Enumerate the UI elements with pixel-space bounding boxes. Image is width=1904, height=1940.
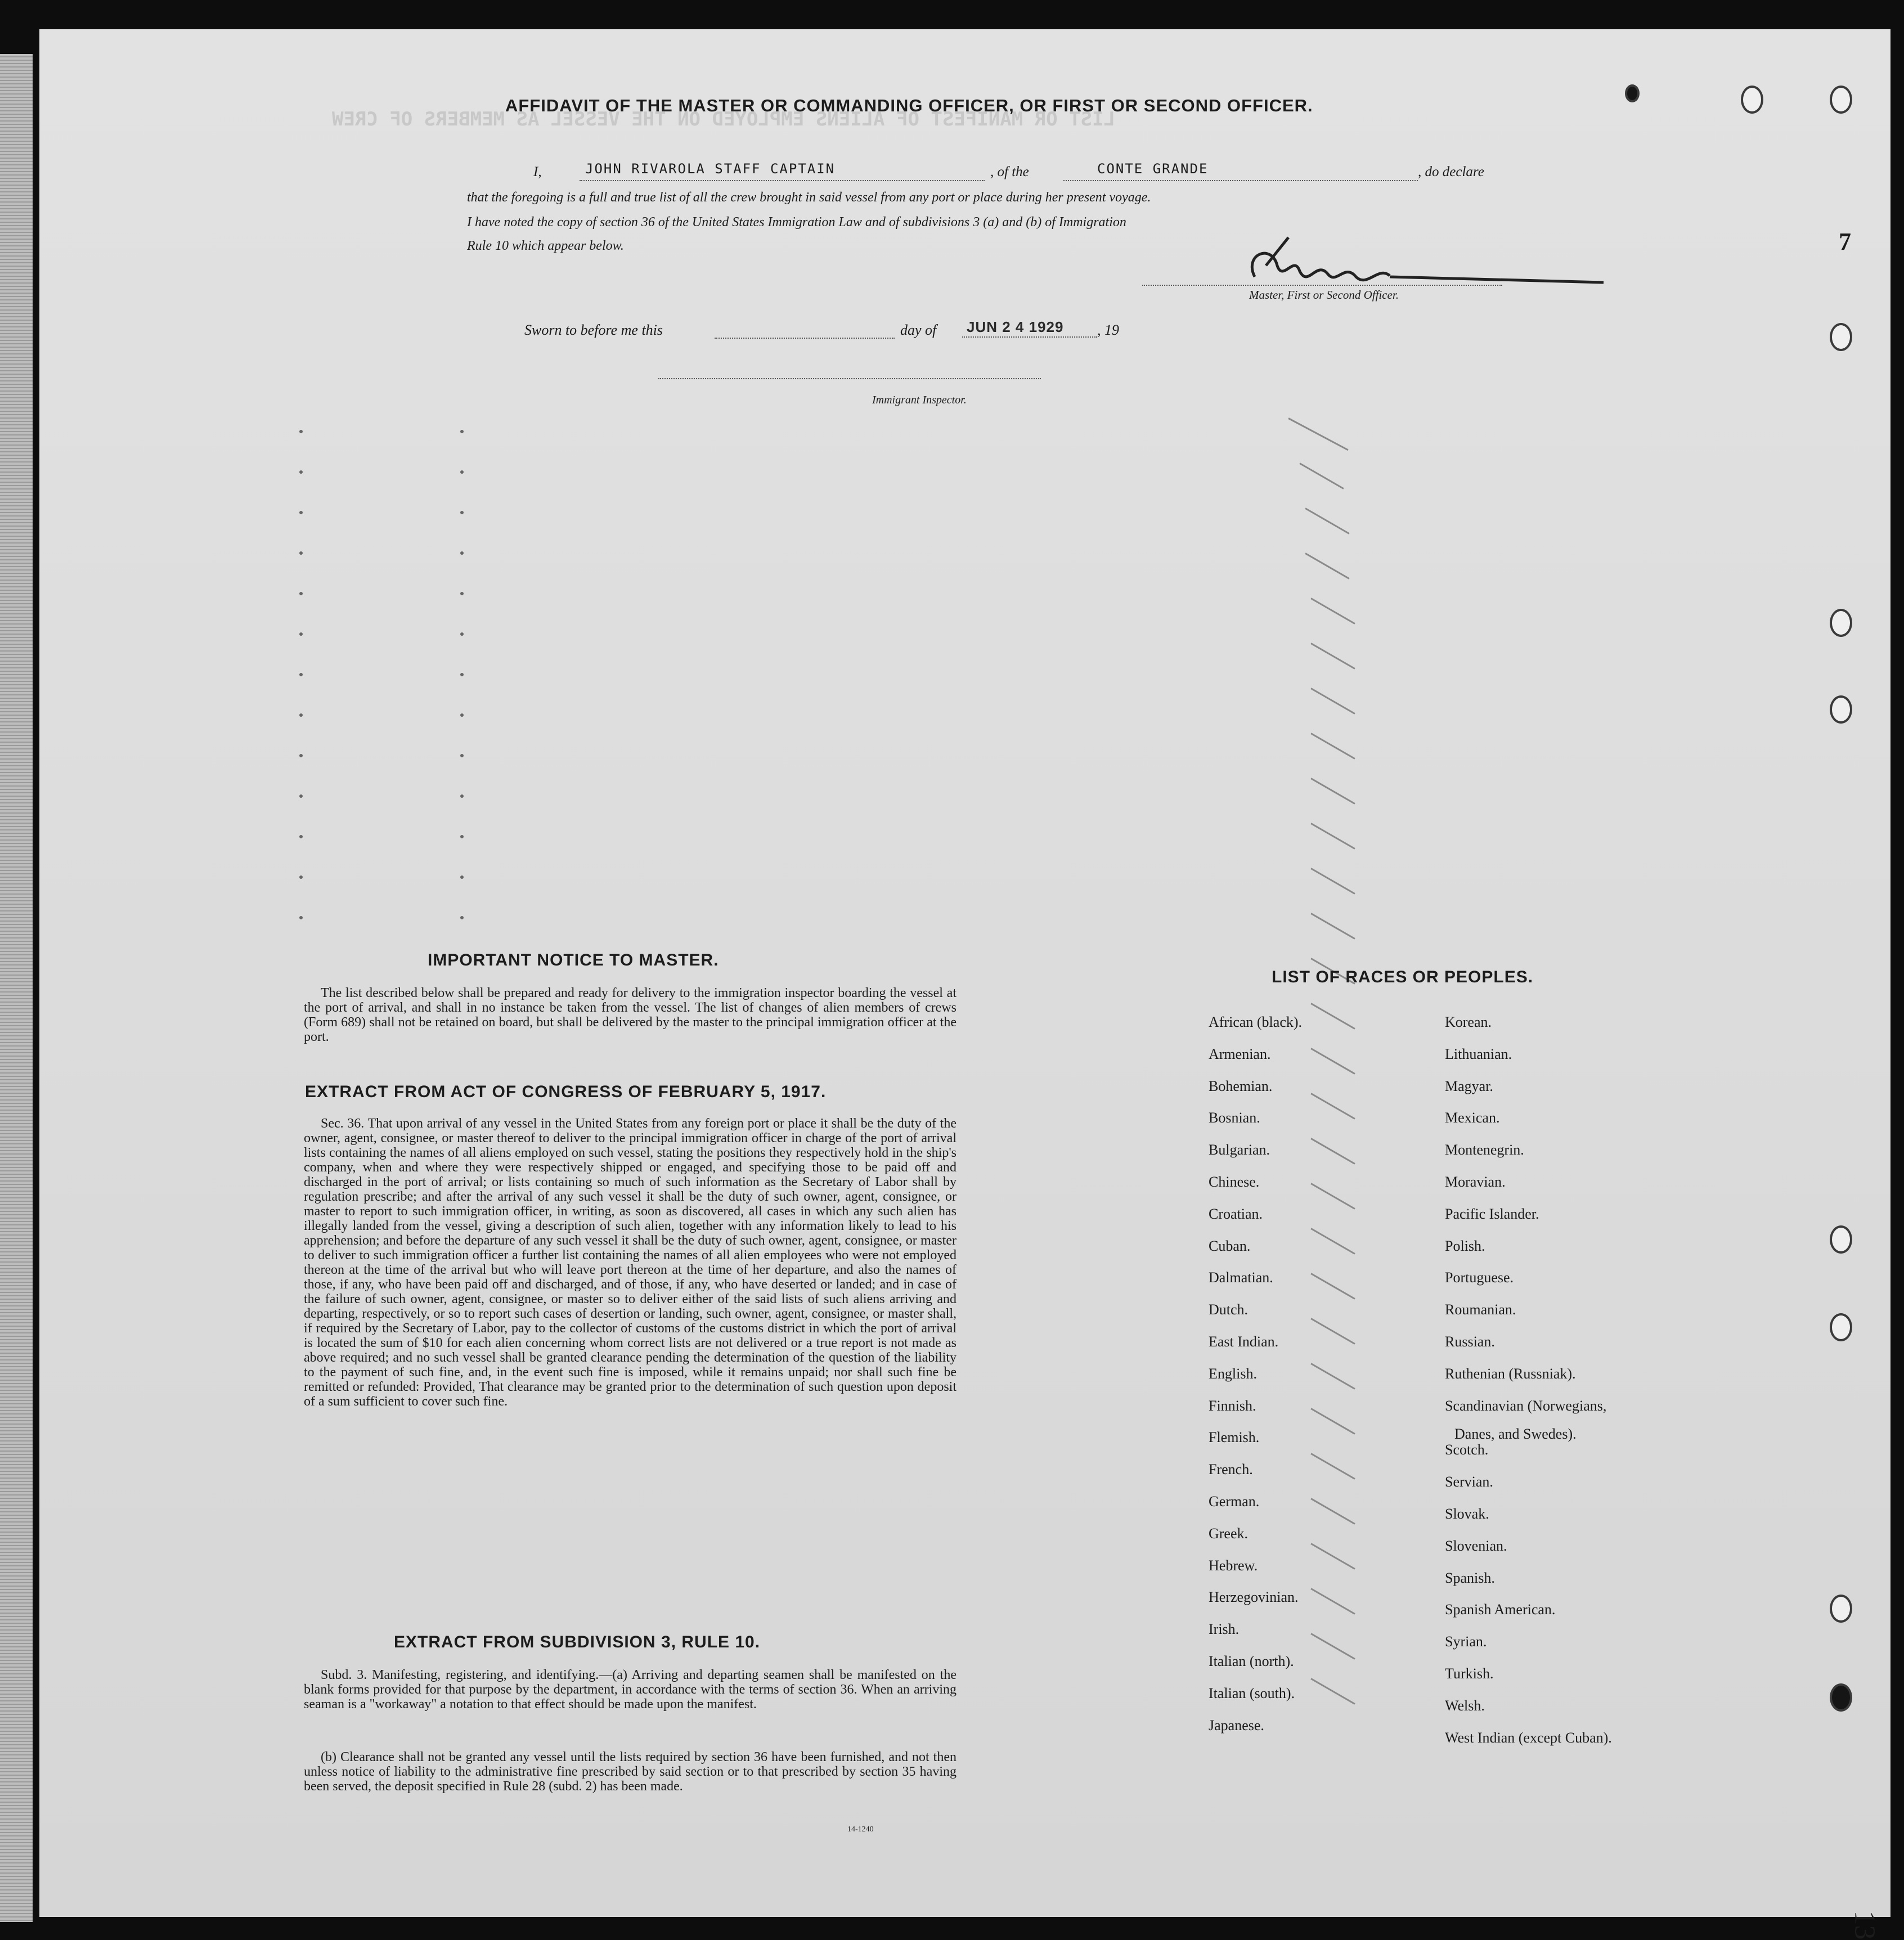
- race-item: Greek.: [1209, 1525, 1249, 1542]
- punch-hole: [1830, 1313, 1852, 1341]
- do-declare-label: , do declare: [1418, 164, 1484, 179]
- race-item: Portuguese.: [1445, 1269, 1514, 1286]
- column-number: 7: [1839, 228, 1851, 255]
- race-item: Pacific Islander.: [1445, 1205, 1539, 1222]
- race-item: Armenian.: [1209, 1045, 1271, 1062]
- race-item: Herzegovinian.: [1209, 1589, 1299, 1606]
- punch-hole: [1625, 84, 1640, 102]
- race-item: Moravian.: [1445, 1174, 1506, 1190]
- page-binding-edge: [0, 54, 33, 1922]
- name-value: JOHN RIVAROLA STAFF CAPTAIN: [585, 161, 836, 177]
- affidavit-i-label: I,: [533, 164, 542, 179]
- sworn-day-field: [715, 322, 895, 339]
- punch-hole: [1741, 86, 1763, 114]
- race-item: Magyar.: [1445, 1077, 1493, 1094]
- punch-hole: [1830, 609, 1852, 637]
- race-item: Slovenian.: [1445, 1537, 1507, 1554]
- race-item: Japanese.: [1209, 1717, 1264, 1734]
- punch-hole: [1830, 1595, 1852, 1623]
- race-item: Syrian.: [1445, 1633, 1487, 1650]
- affidavit-title: AFFIDAVIT OF THE MASTER OR COMMANDING OFFICER, OR FIRST OR SECOND OFFICER.: [505, 96, 1313, 115]
- race-item: Finnish.: [1209, 1397, 1256, 1414]
- race-item: Turkish.: [1445, 1665, 1494, 1682]
- extract-rule-text-b: (b) Clearance shall not be granted any vessel until the lists required by section 36 have been furnished, and not then unless notice of liability to the administrative fine prescribed by said section or to that prescribed by section 35 having been served, the deposit specified in Rule 28 (subd. 2) has been made.: [304, 1750, 957, 1794]
- race-item: Lithuanian.: [1445, 1045, 1512, 1062]
- inspector-signature-line: [658, 378, 1041, 379]
- race-item: Montenegrin.: [1445, 1142, 1524, 1158]
- race-item: Croatian.: [1209, 1205, 1263, 1222]
- race-item: Scandinavian (Norwegians,: [1445, 1397, 1607, 1414]
- sheet-number: 13: [1848, 1910, 1881, 1940]
- race-item: Russian.: [1445, 1333, 1495, 1350]
- race-item: Servian.: [1445, 1474, 1493, 1490]
- race-item: Irish.: [1209, 1621, 1240, 1638]
- extract-rule-text-a: Subd. 3. Manifesting, registering, and identifying.—(a) Arriving and departing seamen shall be manifested on the blank forms provided for that purpose by the department, in accordance with the terms of section 36. When an arriving seaman is a "workaway" a notation to that effect should be made upon the manifest.: [304, 1668, 957, 1712]
- race-item: English.: [1209, 1365, 1257, 1382]
- signature-line: [1142, 285, 1502, 286]
- master-label: Master, First or Second Officer.: [1249, 288, 1399, 302]
- race-scandinavian-continued: Danes, and Swedes).: [1454, 1426, 1577, 1442]
- punch-hole: [1830, 695, 1852, 724]
- punch-hole: [1830, 323, 1852, 351]
- race-item: Dalmatian.: [1209, 1269, 1273, 1286]
- punch-hole: [1830, 86, 1852, 114]
- race-item: Bulgarian.: [1209, 1142, 1270, 1158]
- race-item: Roumanian.: [1445, 1301, 1516, 1318]
- bleed-through-header: LIST OR MANIFEST OF ALIENS EMPLOYED ON THE VESSEL AS MEMBERS OF CREW: [332, 108, 1115, 131]
- punch-hole: [1830, 1683, 1852, 1712]
- race-item: African (black).: [1209, 1014, 1303, 1030]
- race-item: Italian (south).: [1209, 1685, 1295, 1701]
- race-item: German.: [1209, 1493, 1260, 1510]
- race-item: Spanish American.: [1445, 1601, 1556, 1618]
- extract-act-text: Sec. 36. That upon arrival of any vessel in the United States from any foreign port or place it shall be the duty of the owner, agent, consignee, or master thereof to deliver to the principal immigration officer in charge of the port of arrival lists containing the names of all aliens employed on such vessel, stating the positions they respectively hold in the ship's company, when and where they were respectively shipped or engaged, and specifying those to be paid off and discharged in the port of arrival; or lists containing so much of such information as the Secretary of Labor shall by regulation prescribe; and after the arrival of any such vessel it shall be the duty of such owner, agent, consignee, or master to report to such immigration officer, in writing, as soon as discovered, all cases in which any such alien has illegally landed from the vessel, giving a description of such alien, together with any information likely to lead to his apprehension; and before the departure of any such vessel it shall be the duty of such owner, agent, consignee, or master to deliver to such immigration officer a further list containing the names of all alien employees who were not employed thereon at the time of the arrival but who will leave port thereon at the time of her departure, and also the names of those, if any, who have been paid off and discharged, and of those, if any, who have deserted or landed; and in case of the failure of such owner, agent, consignee, or master so to deliver either of the said lists of such aliens arriving and departing, respectively, or so to report such cases of desertion or landing, such owner, agent, consignee, or master shall, if required by the Secretary of Labor, pay to the collector of customs of the customs district in which the port of arrival is located the sum of $10 for each alien concerning whom correct lists are not delivered or a true report is not made as above required; and no such vessel shall be granted clearance pending the determination of the question of the liability to the payment of such fine, and, in the event such fine is imposed, while it remains unpaid; nor shall such fine be remitted or refunded: Provided, That clearance may be granted prior to the determination of such question upon deposit of a sum sufficient to cover such fine.: [304, 1116, 957, 1409]
- race-item: East Indian.: [1209, 1333, 1279, 1350]
- race-item: Korean.: [1445, 1014, 1492, 1030]
- race-item: Welsh.: [1445, 1697, 1485, 1714]
- day-of-label: day of: [900, 322, 937, 338]
- declaration-line-3: Rule 10 which appear below.: [467, 239, 624, 253]
- race-item: Bohemian.: [1209, 1077, 1273, 1094]
- punch-hole: [1830, 1225, 1852, 1254]
- race-item: Mexican.: [1445, 1110, 1500, 1126]
- race-item: West Indian (except Cuban).: [1445, 1729, 1612, 1746]
- form-number: 14-1240: [847, 1825, 874, 1834]
- race-item: Chinese.: [1209, 1174, 1260, 1190]
- race-item: Slovak.: [1445, 1506, 1489, 1522]
- race-item: Cuban.: [1209, 1237, 1251, 1254]
- race-item: Scotch.: [1445, 1441, 1489, 1458]
- notice-title: IMPORTANT NOTICE TO MASTER.: [428, 951, 719, 969]
- name-field: [580, 163, 985, 181]
- race-item: Ruthenian (Russniak).: [1445, 1365, 1576, 1382]
- inspector-label: Immigrant Inspector.: [872, 394, 967, 406]
- race-item: Hebrew.: [1209, 1557, 1258, 1574]
- race-item: Spanish.: [1445, 1569, 1495, 1586]
- manifest-page: [39, 29, 1890, 1940]
- of-the-label: , of the: [990, 164, 1029, 179]
- race-item: Bosnian.: [1209, 1110, 1260, 1126]
- race-item: Polish.: [1445, 1237, 1485, 1254]
- vessel-field: [1063, 163, 1418, 181]
- extract-act-title: EXTRACT FROM ACT OF CONGRESS OF FEBRUARY 5, 1917.: [305, 1083, 827, 1101]
- race-item: Italian (north).: [1209, 1653, 1294, 1669]
- vessel-value: CONTE GRANDE: [1097, 161, 1209, 177]
- races-title: LIST OF RACES OR PEOPLES.: [1272, 968, 1534, 986]
- date-stamp: JUN 2 4 1929: [967, 318, 1064, 335]
- race-item: French.: [1209, 1461, 1253, 1478]
- declaration-line-1: that the foregoing is a full and true list of all the crew brought in said vessel from any port or place during her present voyage.: [467, 190, 1151, 205]
- month-field: [962, 317, 1097, 338]
- sworn-label: Sworn to before me this: [524, 322, 663, 338]
- race-item: Flemish.: [1209, 1429, 1260, 1446]
- race-item: Dutch.: [1209, 1301, 1249, 1318]
- notice-text: The list described below shall be prepared and ready for delivery to the immigration inspector boarding the vessel at the port of arrival, and shall in no instance be taken from the vessel. The list of changes of alien members of crews (Form 689) shall not be retained on board, but shall be delivered by the master to the principal immigration officer at the port.: [304, 986, 957, 1044]
- extract-rule-title: EXTRACT FROM SUBDIVISION 3, RULE 10.: [394, 1633, 761, 1651]
- year-label: , 19: [1097, 322, 1119, 338]
- declaration-line-2: I have noted the copy of section 36 of the United States Immigration Law and of subdivisions 3 (a) and (b) of Immigration: [467, 215, 1126, 230]
